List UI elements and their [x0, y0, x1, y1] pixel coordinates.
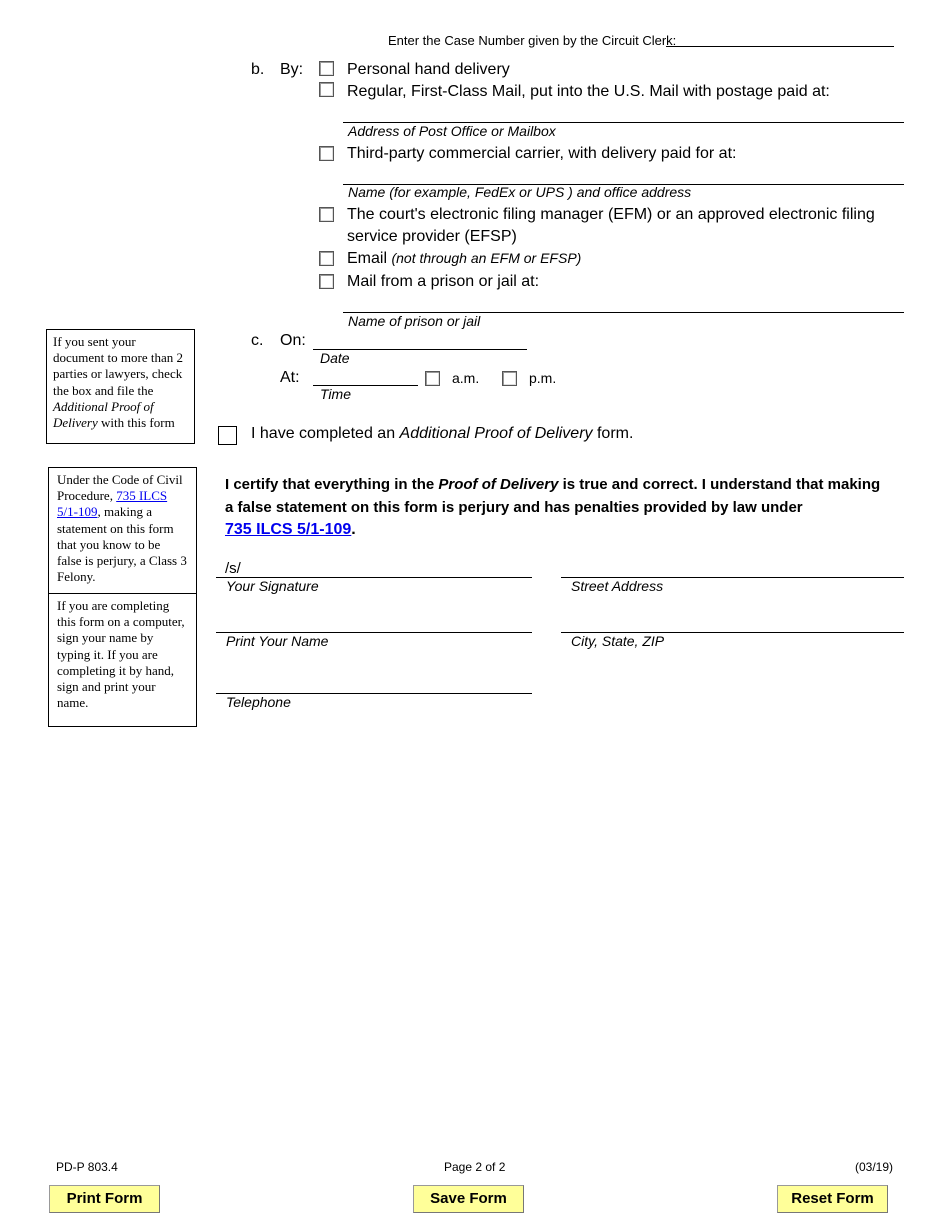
- pm-checkbox[interactable]: [502, 371, 517, 386]
- personal-delivery-label: Personal hand delivery: [347, 61, 510, 78]
- third-party-label: Third-party commercial carrier, with delivery paid for at:: [347, 145, 737, 162]
- form-version: (03/19): [855, 1160, 894, 1174]
- prison-mail-checkbox[interactable]: [319, 274, 334, 289]
- telephone-caption: Telephone: [226, 694, 291, 710]
- street-address-caption: Street Address: [571, 578, 664, 594]
- print-form-button[interactable]: Print Form: [49, 1185, 160, 1213]
- perjury-note: Under the Code of Civil Procedure, 735 ILCS 5/1-109, making a statement on this form that you know to be false is perjury, a Class 3 Felony.: [48, 467, 197, 594]
- email-label: Email (not through an EFM or EFSP): [347, 250, 582, 267]
- regular-mail-label: Regular, First-Class Mail, put into the U.S. Mail with postage paid at:: [347, 83, 830, 100]
- third-party-checkbox[interactable]: [319, 146, 334, 161]
- additional-proof-note: If you sent your document to more than 2 parties or lawyers, check the box and file the Additional Proof of Delivery with this form: [46, 329, 195, 444]
- email-checkbox[interactable]: [319, 251, 334, 266]
- print-name-caption: Print Your Name: [226, 633, 329, 649]
- am-label: a.m.: [452, 370, 480, 386]
- reset-form-button[interactable]: Reset Form: [777, 1185, 888, 1213]
- signing-note: If you are completing this form on a computer, sign your name by typing it. If you are completing it by hand, sign and print your name.: [48, 593, 197, 727]
- time-caption: Time: [320, 386, 351, 402]
- email-note: (not through an EFM or EFSP): [391, 250, 582, 266]
- date-caption: Date: [320, 350, 350, 366]
- by-label: By:: [280, 61, 304, 78]
- case-number-field[interactable]: [666, 46, 894, 47]
- personal-delivery-checkbox[interactable]: [319, 61, 334, 76]
- certification-text: I certify that everything in the Proof of Delivery is true and correct. I understand that making a false statement on this form is perjury and has penalties provided by law under 735 ILCS 5/1-109.: [225, 476, 881, 538]
- pm-label: p.m.: [529, 370, 557, 386]
- save-form-button[interactable]: Save Form: [413, 1185, 524, 1213]
- signature-caption: Your Signature: [226, 578, 319, 594]
- section-b-letter: b.: [251, 61, 265, 78]
- city-state-zip-caption: City, State, ZIP: [571, 633, 665, 649]
- at-label: At:: [280, 369, 300, 386]
- prison-mail-label: Mail from a prison or jail at:: [347, 273, 540, 290]
- efm-label-line1: The court's electronic filing manager (EFM) or an approved electronic filing: [347, 206, 875, 223]
- carrier-address-caption: Name (for example, FedEx or UPS ) and office address: [348, 184, 692, 200]
- regular-mail-checkbox[interactable]: [319, 82, 334, 97]
- additional-proof-label: I have completed an Additional Proof of Delivery form.: [251, 425, 634, 442]
- case-number-label: Enter the Case Number given by the Circuit Clerk:: [388, 33, 677, 48]
- efm-label-line2: service provider (EFSP): [347, 228, 517, 245]
- page-number: Page 2 of 2: [444, 1160, 506, 1174]
- perjury-note-link[interactable]: 735 ILCS 5/1-109: [57, 488, 168, 520]
- on-label: On:: [280, 332, 306, 349]
- certification-link[interactable]: 735 ILCS 5/1-109: [225, 521, 352, 538]
- prison-name-caption: Name of prison or jail: [348, 313, 481, 329]
- additional-proof-checkbox[interactable]: [218, 426, 237, 445]
- efm-checkbox[interactable]: [319, 207, 334, 222]
- am-checkbox[interactable]: [425, 371, 440, 386]
- form-id: PD-P 803.4: [56, 1160, 118, 1174]
- post-office-address-caption: Address of Post Office or Mailbox: [348, 123, 556, 139]
- section-c-letter: c.: [251, 332, 264, 349]
- signature-value: /s/: [225, 560, 241, 577]
